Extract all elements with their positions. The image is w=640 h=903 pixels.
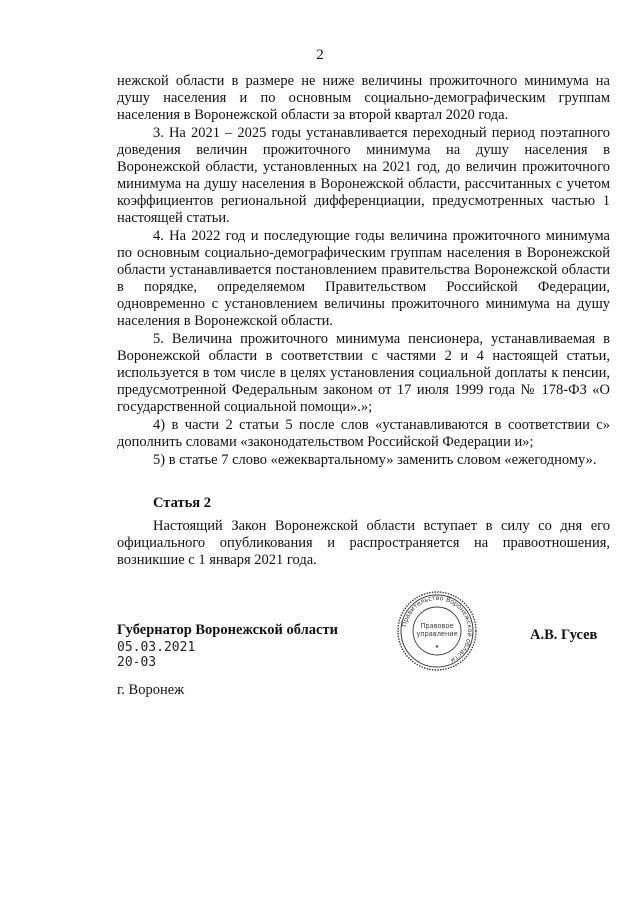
paragraph-item-5: 5) в статье 7 слово «ежеквартальному» заменить словом «ежегодному». [153, 452, 597, 468]
paragraph-part-5: 5. Величина прожиточного минимума пенсионера, устанавливаемая в Воронежской области в соответствии с частями 2 и 4 настоящей статьи, используется в том числе в целях установления социальной доплаты к пенсии, предусмотренной Федеральным законом от 17 июля 1999 года № 178-ФЗ «О государственной социальной помощи».»; [117, 331, 610, 415]
page-number: 2 [316, 47, 324, 63]
article-2-text: Настоящий Закон Воронежской области вступает в силу со дня его официального опубликования и распространяется на правоотношения, возникшие с 1 января 2021 года. [117, 518, 610, 568]
signatory-name: А.В. Гусев [530, 627, 598, 643]
paragraph-continuation: нежской области в размере не ниже величины прожиточного минимума на душу населения и по основным социально-демографическим группам населения в Воронежской области за второй квартал 2020 года. [117, 73, 610, 123]
document-number: 20-03 [117, 655, 157, 670]
city-name: г. Воронеж [117, 682, 185, 698]
document-body [117, 73, 610, 470]
governor-title: Губернатор Воронежской области [117, 622, 338, 638]
seal-center-line-2: управление [416, 630, 458, 638]
paragraph-part-3: 3. На 2021 – 2025 годы устанавливается переходный период поэтапного доведения величин прожиточного минимума на душу населения в Воронежской области, установленных на 2021 год, до величин прожиточного минимума на душу населения в Воронежской области, рассчитанных с учетом коэффициентов региональной дифференциации, предусмотренных частью 1 настоящей статьи. [117, 125, 610, 226]
official-seal [396, 590, 478, 672]
seal-ring-text: Правительство Воронежской области [400, 593, 475, 665]
seal-star-icon: ★ [434, 644, 440, 650]
paragraph-part-4: 4. На 2022 год и последующие годы величина прожиточного минимума по основным социально-демографическим группам населения в Воронежской области устанавливается постановлением правительства Воронежской области в порядке, определяемом Правительством Российской Федерации, одновременно с установлением величины прожиточного минимума на душу населения в Воронежской области. [117, 228, 610, 329]
signing-date: 05.03.2021 [117, 640, 196, 655]
article-2-heading: Статья 2 [153, 495, 211, 511]
seal-center-line-1: Правовое [420, 622, 454, 630]
paragraph-item-4: 4) в части 2 статьи 5 после слов «устанавливаются в соответствии с» дополнить словами «законодательством Российской Федерации и»; [117, 417, 610, 450]
